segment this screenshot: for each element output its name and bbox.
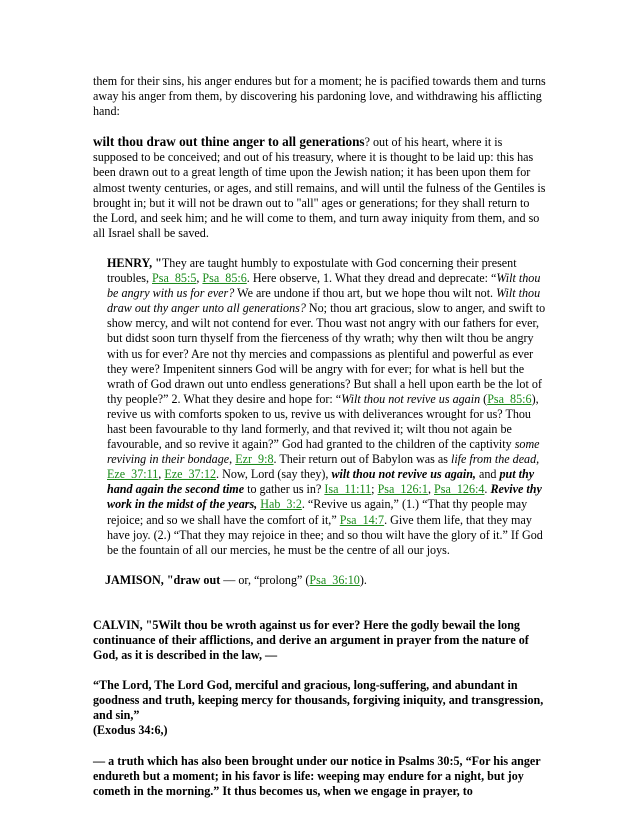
italic-span: life from the dead, xyxy=(450,452,540,467)
emphasis-lead: wilt thou draw out thine anger to all generations xyxy=(93,134,365,150)
paragraph-calvin-intro: CALVIN, "5Wilt thou be wroth against us for ever? Here the godly bewail the long continuance of their afflictions, and derive an argument in prayer from the nature of God, as it is described in the law, — xyxy=(93,617,529,663)
scripture-link[interactable]: Isa_11:11 xyxy=(324,482,372,497)
quote-reference: (Exodus 34:6,) xyxy=(93,723,168,738)
paragraph-henry xyxy=(93,256,546,558)
italic-span: Wilt thou draw out thy anger unto all generations? xyxy=(107,286,541,316)
text-span: No; thou art gracious, slow to anger, and swift to show mercy, and wilt not contend for ever. Thou wast not angry with our fathers for ever, but didst soon turn thyself from the fierceness of thy wrath; why then wilt thou be angry with us for ever? Are not thy mercies and compassions as plentiful and powerful as ever they were? Impenitent sinners God will be angry with for ever; for what is hell but the wrath of God drawn out unto endless generations? But shall a hell upon earth be the lot of thy people?” 2. What they desire and hope for: “ xyxy=(107,301,546,406)
text-span: . xyxy=(484,482,491,497)
scripture-link[interactable]: Psa_36:10 xyxy=(309,572,360,587)
text-span: ? out of his heart, where it is supposed to be conceived; and out of his treasury, where it is thought to be laid up: this has been drawn out to a great length of time upon the Jewish nation; it has been upon them for almost twenty centuries, or ages, and still remains, and will until the fulness of the Gentiles is brought in; but it will not be drawn out to "all" ages or generations; for they shall return to the Lord, and seek him; and he will come to them, and turn away iniquity from them, and so all Israel shall be saved. xyxy=(93,135,546,240)
scripture-link[interactable]: Eze_37:11 xyxy=(107,467,159,482)
text-span: and xyxy=(475,467,500,482)
scripture-link[interactable]: Psa_14:7 xyxy=(339,512,385,527)
commentator-label-henry: HENRY, " xyxy=(107,255,162,270)
text-span: They are taught humbly to expostulate with God concerning their present troubles, xyxy=(107,255,517,286)
text-span: . Give them life, that they may have joy. (2.) “That they may rejoice in thee; and so thou wilt have the glory of it.” If God be the fountain of all our mercies, he must be the centre of all our joys. xyxy=(107,512,543,557)
text-span: ), revive us with comforts spoken to us, revive us with deliverances wrought for us? Thou hast been favourable to thy land formerly, and that revived it; wilt thou not again be favourable, and so revive it again?” God had granted to the children of the captivity xyxy=(107,391,539,452)
text-span: , xyxy=(229,452,236,467)
paragraph-gill-draw-out xyxy=(93,134,546,241)
scripture-link[interactable]: Hab_3:2 xyxy=(260,497,302,512)
scripture-link[interactable]: Psa_85:6 xyxy=(487,391,532,406)
text-span: ; xyxy=(371,482,378,497)
text-span: , xyxy=(427,482,435,497)
paragraph-jamison xyxy=(93,573,546,588)
text-span: , xyxy=(196,271,203,286)
scripture-link[interactable]: Psa_126:1 xyxy=(377,482,428,497)
text-span: We are undone if thou art, but we hope thou wilt not. xyxy=(234,286,497,301)
italic-span: Wilt thou be angry with us for ever? xyxy=(107,271,541,301)
paragraph-calvin-quote: “The Lord, The Lord God, merciful and gracious, long-suffering, and abundant in goodness and truth, keeping mercy for thousands, forgiving iniquity, and transgression, and sin,” xyxy=(93,678,544,723)
text-span: . “Revive us again,” (1.) “That thy people may rejoice; and so we shall have the comfort of it,” xyxy=(107,497,528,527)
paragraph-calvin-continued: — a truth which has also been brought under our notice in Psalms 30:5, “For his anger endureth but a moment; in his favor is life: weeping may endure for a night, but joy cometh in the morning.” It thus becomes us, when we engage in prayer, to xyxy=(93,753,541,798)
text-span: ). xyxy=(359,572,367,587)
italic-span: Revive thy work in the midst of the years, xyxy=(107,482,542,512)
italic-span: wilt thou not revive us again, xyxy=(331,467,476,482)
scripture-link[interactable]: Psa_85:6 xyxy=(202,271,247,286)
paragraph-gill-continued: them for their sins, his anger endures but for a moment; he is pacified towards them and turns away his anger from them, by discovering his pardoning love, and withdrawing his afflicting hand: xyxy=(93,74,546,119)
italic-span: put thy hand again the second time xyxy=(107,467,535,497)
scripture-link[interactable]: Psa_126:4 xyxy=(434,482,485,497)
text-span: to gather us in? xyxy=(244,482,325,497)
scripture-link[interactable]: Eze_37:12 xyxy=(164,467,217,482)
scripture-link[interactable]: Psa_85:5 xyxy=(152,271,197,286)
text-span: , xyxy=(158,467,165,482)
italic-span: some reviving in their bondage xyxy=(107,437,540,467)
text-span: . Now, Lord (say they), xyxy=(216,467,332,482)
italic-span: Wilt thou not revive us again xyxy=(341,391,481,406)
text-span: . Their return out of Babylon was as xyxy=(273,452,451,467)
text-span: . Here observe, 1. What they dread and deprecate: “ xyxy=(246,271,497,286)
text-span: ( xyxy=(480,391,488,406)
commentator-label-jamison: JAMISON, "draw out xyxy=(105,572,221,587)
text-span: — or, “prolong” ( xyxy=(220,572,310,587)
scripture-link[interactable]: Ezr_9:8 xyxy=(235,452,274,467)
